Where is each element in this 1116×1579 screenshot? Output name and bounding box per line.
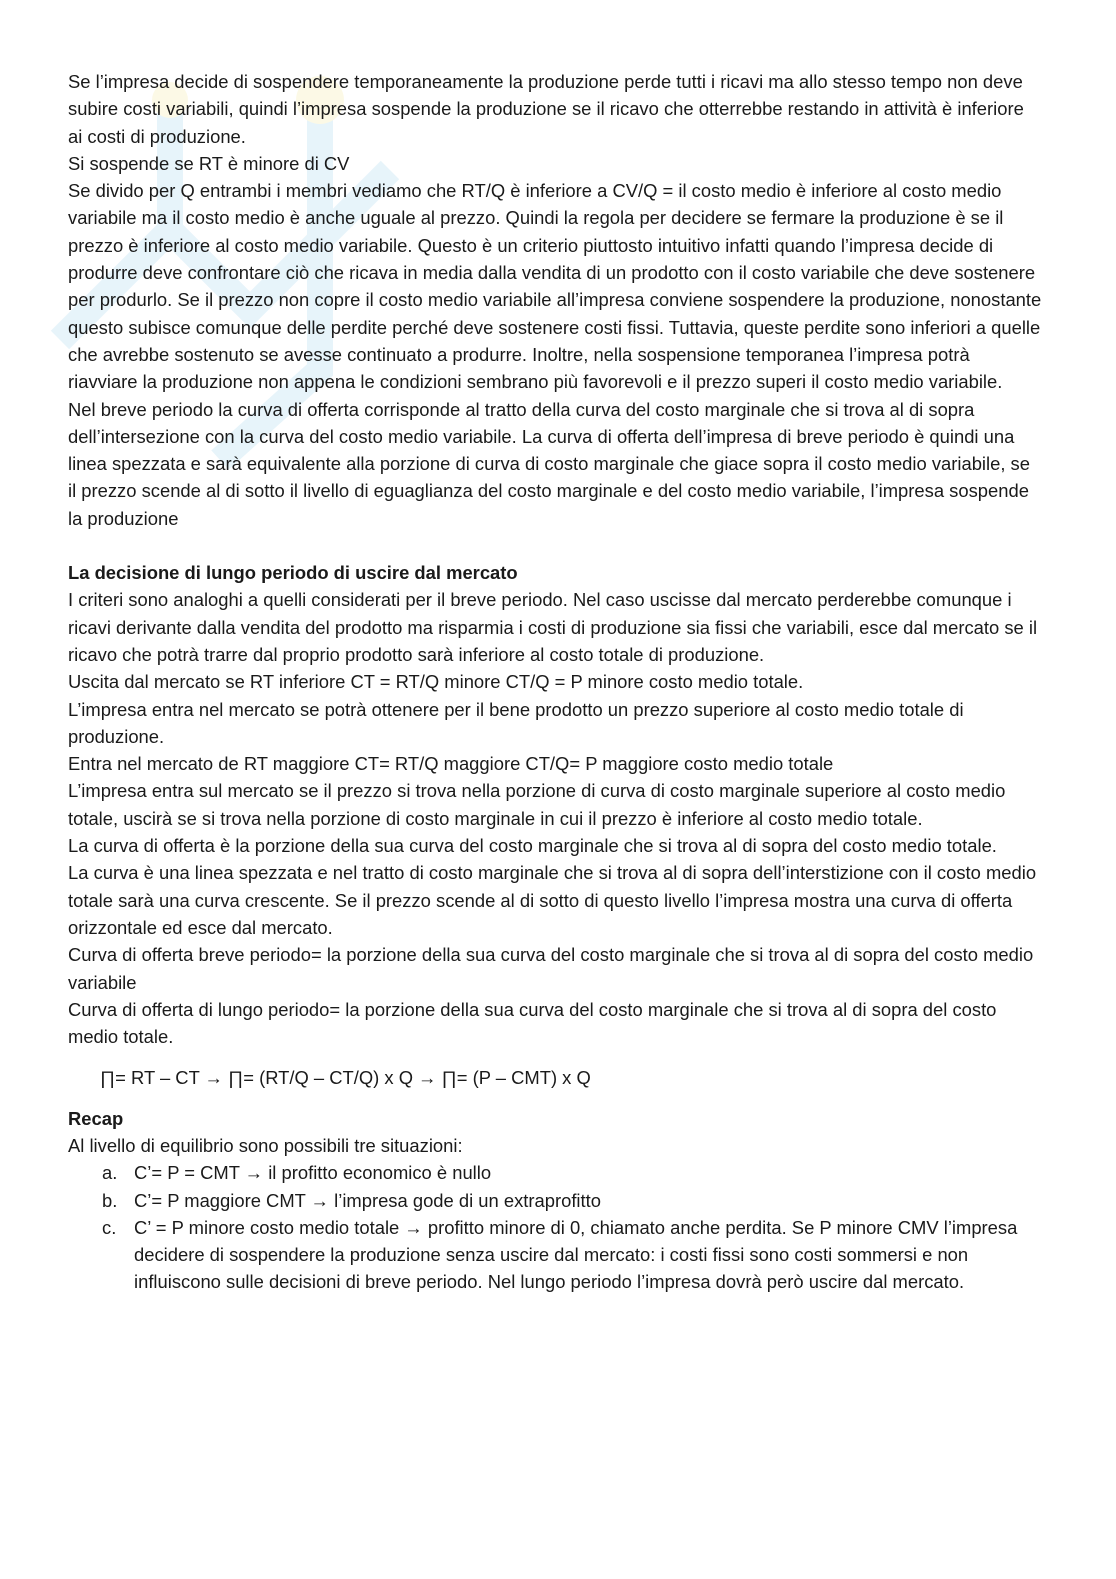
list-marker: a. <box>102 1162 118 1184</box>
paragraph: Se l’impresa decide di sospendere temporaneamente la produzione perde tutti i ricavi ma allo stesso tempo non deve subire costi variabili, quindi l’impresa sospende la produzione se il ricavo che otterrebbe restando in attività è inferiore ai costi di produzione. <box>68 71 1024 147</box>
list-item-text: C’= P maggiore CMT → l’impresa gode di un extraprofitto <box>134 1189 601 1211</box>
paragraph: Nel breve periodo la curva di offerta corrisponde al tratto della curva del costo marginale che si trova al di sopra dell’intersezione con la curva del costo medio variabile. La curva di offerta dell’impresa di breve periodo è quindi una linea spezzata e sarà equivalente alla porzione di curva di costo marginale che giace sopra il costo medio variabile, se il prezzo scende al di sotto il livello di eguaglianza del costo marginale e del costo medio variabile, l’impresa sospende la produzione <box>68 398 1030 529</box>
paragraph: Se divido per Q entrambi i membri vediamo che RT/Q è inferiore a CV/Q = il costo medio è inferiore al costo medio variabile ma il costo medio è anche uguale al prezzo. Quindi la regola per decidere se fermare la produzione è se il prezzo è inferiore al costo medio variabile. Questo è un criterio piuttosto intuitivo infatti quando l’impresa decide di produrre deve confrontare ciò che ricava in media dalla vendita di un prodotto con il costo variabile che deve sostenere per produrlo. Se il prezzo non copre il costo medio variabile all’impresa conviene sospendere la produzione, nonostante questo subisce comunque delle perdite perché deve sostenere costi fissi. Tuttavia, queste perdite sono inferiori a quelle che avrebbe sostenuto se avesse continuato a produrre. Inoltre, nella sospensione temporanea l’impresa potrà riavviare la produzione non appena le condizioni sembrano più favorevoli e il prezzo superi il costo medio variabile. <box>68 180 1042 393</box>
paragraph: Curva di offerta di lungo periodo= la porzione della sua curva del costo marginale che si trova al di sopra del costo medio totale. <box>68 998 997 1048</box>
paragraph: L’impresa entra sul mercato se il prezzo si trova nella porzione di curva di costo marginale superiore al costo medio totale, uscirà se si trova nella porzione di costo marginale in cui il prezzo è inferiore al costo medio totale. <box>68 780 1006 829</box>
section-heading: La decisione di lungo periodo di uscire dal mercato <box>68 562 518 584</box>
paragraph: Entra nel mercato de RT maggiore CT= RT/Q maggiore CT/Q= P maggiore costo medio totale <box>68 753 834 775</box>
profit-formula: ∏= RT – CT → ∏= (RT/Q – CT/Q) x Q → ∏= (P – CMT) x Q <box>100 1067 591 1089</box>
list-item-text: C’ = P minore costo medio totale → profitto minore di 0, chiamato anche perdita. Se P minore CMV l’impresa decidere di sospendere la produzione senza uscire dal mercato: i costi fissi sono costi sommersi e non influiscono sulle decisioni di breve periodo. Nel lungo periodo l’impresa dovrà però uscire dal mercato. <box>134 1216 1018 1293</box>
paragraph: Curva di offerta breve periodo= la porzione della sua curva del costo marginale che si trova al di sopra del costo medio variabile <box>68 944 1034 993</box>
recap-intro: Al livello di equilibrio sono possibili tre situazioni: <box>68 1134 463 1156</box>
list-item <box>68 1214 1043 1296</box>
paragraph: L’impresa entra nel mercato se potrà ottenere per il bene prodotto un prezzo superiore al costo medio totale di produzione. <box>68 698 964 747</box>
recap-heading: Recap <box>68 1107 124 1129</box>
paragraph: La curva è una linea spezzata e nel tratto di costo marginale che si trova al di sopra dell’interstizione con il costo medio totale sarà una curva crescente. Se il prezzo scende al di sotto di questo livello l’impresa mostra una curva di offerta orizzontale ed esce dal mercato. <box>68 862 1037 938</box>
list-item <box>68 1187 1043 1214</box>
spacer <box>68 532 1043 559</box>
list-item <box>68 1159 1043 1186</box>
paragraph: La curva di offerta è la porzione della sua curva del costo marginale che si trova al di sopra del costo medio totale. <box>68 835 997 857</box>
paragraph: Si sospende se RT è minore di CV <box>68 152 350 174</box>
list-item-text: C’= P = CMT → il profitto economico è nullo <box>134 1162 492 1184</box>
paragraph: I criteri sono analoghi a quelli considerati per il breve periodo. Nel caso uscisse dal mercato perderebbe comunque i ricavi derivante dalla vendita del prodotto ma risparmia i costi di produzione sia fissi che variabili, esce dal mercato se il ricavo che potrà trarre dal proprio prodotto sarà inferiore al costo totale di produzione. <box>68 589 1038 665</box>
paragraph: Uscita dal mercato se RT inferiore CT = RT/Q minore CT/Q = P minore costo medio totale. <box>68 671 804 693</box>
list-marker: b. <box>102 1189 118 1211</box>
recap-list <box>68 1159 1043 1295</box>
document-page <box>68 68 1043 1296</box>
list-marker: c. <box>102 1216 117 1238</box>
